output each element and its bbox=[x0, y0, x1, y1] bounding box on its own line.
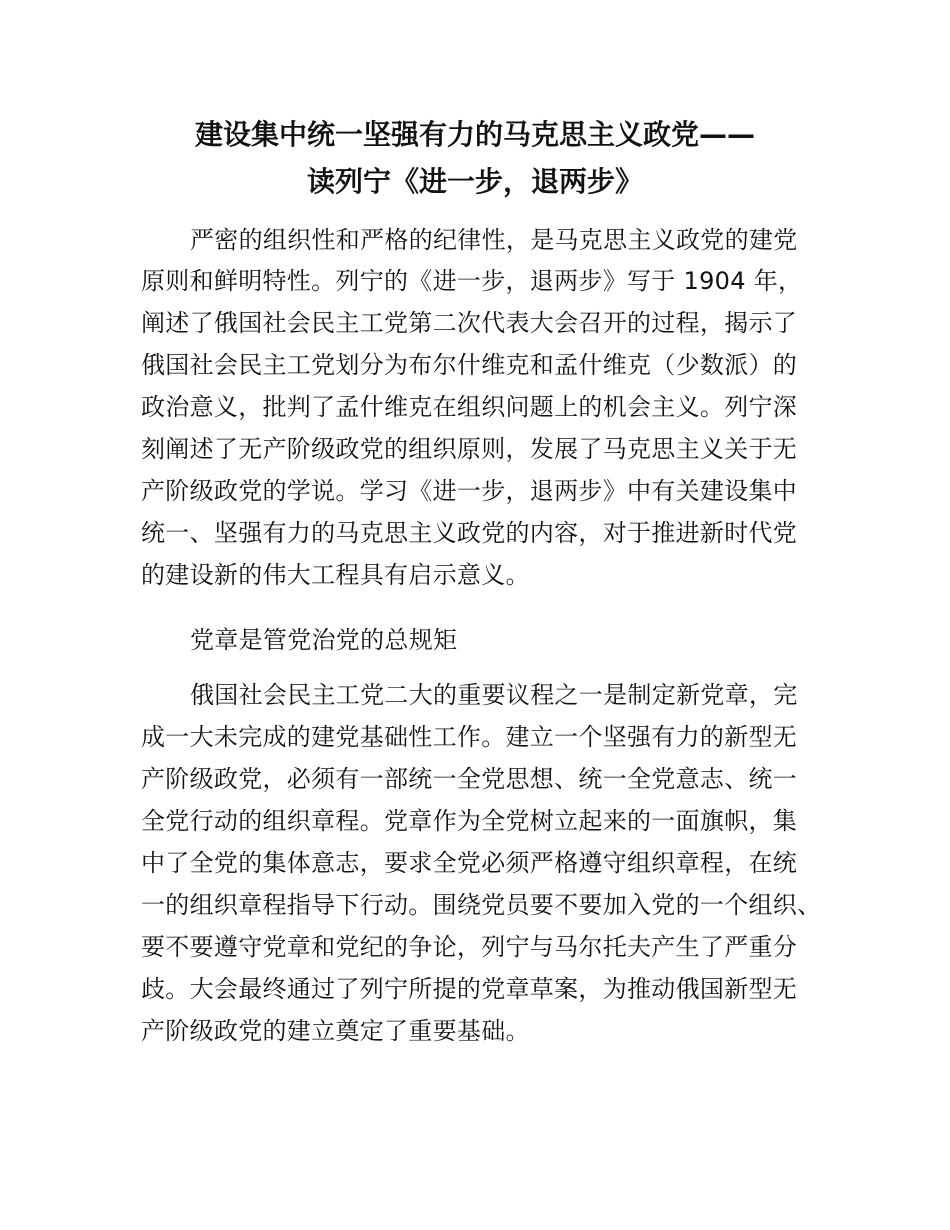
paragraph-line: 阐述了俄国社会民主工党第二次代表大会召开的过程，揭示了 bbox=[141, 309, 798, 337]
paragraph-line: 刻阐述了无产阶级政党的组织原则，发展了马克思主义关于无 bbox=[141, 435, 798, 463]
section-heading: 党章是管党治党的总规矩 bbox=[190, 626, 458, 654]
paragraph-line: 产阶级政党的建立奠定了重要基础。 bbox=[141, 1017, 530, 1045]
paragraph-line: 一的组织章程指导下行动。围绕党员要不要加入党的一个组织、 bbox=[141, 891, 822, 919]
paragraph-line: 全党行动的组织章程。党章作为全党树立起来的一面旗帜，集 bbox=[141, 807, 798, 835]
paragraph-line: 政治意义，批判了孟什维克在组织问题上的机会主义。列宁深 bbox=[141, 393, 798, 421]
paragraph-line: 产阶级政党，必须有一部统一全党思想、统一全党意志、统一 bbox=[141, 765, 798, 793]
paragraph-line: 的建设新的伟大工程具有启示意义。 bbox=[141, 561, 530, 589]
paragraph-line: 中了全党的集体意志，要求全党必须严格遵守组织章程，在统 bbox=[141, 849, 798, 877]
title-line: 读列宁《进一步，退两步》 bbox=[306, 165, 643, 198]
paragraph-line: 统一、坚强有力的马克思主义政党的内容，对于推进新时代党 bbox=[141, 519, 798, 547]
paragraph-line: 成一大未完成的建党基础性工作。建立一个坚强有力的新型无 bbox=[141, 723, 798, 751]
paragraph-line: 要不要遵守党章和党纪的争论，列宁与马尔托夫产生了严重分 bbox=[141, 933, 798, 961]
paragraph-line: 俄国社会民主工党二大的重要议程之一是制定新党章，完 bbox=[190, 681, 798, 709]
paragraph-line: 俄国社会民主工党划分为布尔什维克和孟什维克（少数派）的 bbox=[141, 351, 798, 379]
paragraph-line: 产阶级政党的学说。学习《进一步，退两步》中有关建设集中 bbox=[141, 477, 798, 505]
title-line: 建设集中统一坚强有力的马克思主义政党—— bbox=[194, 118, 755, 151]
paragraph-line: 歧。大会最终通过了列宁所提的党章草案，为推动俄国新型无 bbox=[141, 975, 798, 1003]
paragraph-line: 严密的组织性和严格的纪律性，是马克思主义政党的建党 bbox=[190, 226, 798, 254]
paragraph-line: 原则和鲜明特性。列宁的《进一步，退两步》写于 1904 年， bbox=[141, 267, 803, 295]
